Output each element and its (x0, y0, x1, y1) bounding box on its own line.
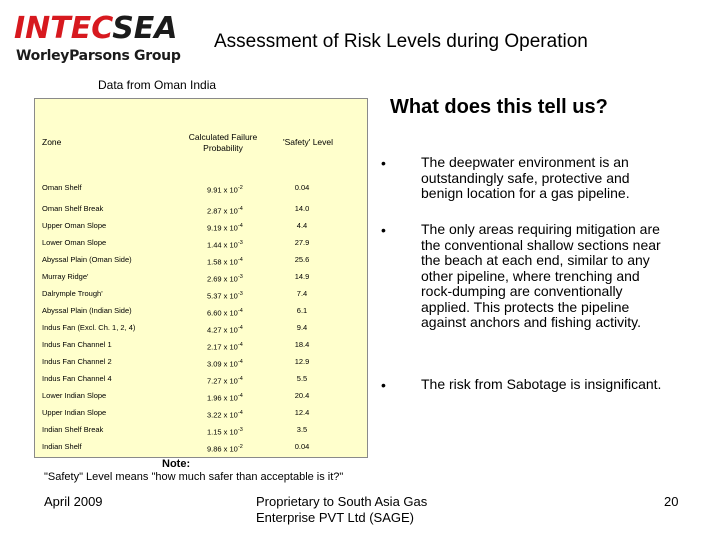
probability-exponent: -3 (237, 240, 243, 246)
zone-cell: Oman Shelf Break (42, 204, 104, 213)
logo-brand-dark: SEA (112, 11, 178, 46)
safety-cell: 27.9 (294, 238, 310, 247)
zone-cell: Indian Shelf Break (42, 425, 104, 434)
note-label: Note: (162, 458, 191, 470)
probability-cell (207, 424, 243, 439)
slide-title: Assessment of Risk Levels during Operation (214, 31, 588, 52)
probability-cell (207, 339, 243, 354)
probability-base: 1.58 x 10 (207, 257, 238, 267)
probability-cell (207, 322, 243, 337)
probability-exponent: -4 (237, 223, 243, 229)
probability-exponent: -4 (237, 206, 243, 212)
table-row (42, 305, 360, 317)
probability-base: 9.19 x 10 (207, 223, 238, 233)
probability-exponent: -4 (237, 393, 243, 399)
safety-cell: 14.0 (294, 204, 310, 213)
footer-date: April 2009 (44, 494, 103, 509)
probability-exponent: -4 (237, 308, 243, 314)
probability-exponent: -3 (237, 291, 243, 297)
probability-base: 4.27 x 10 (207, 325, 238, 335)
probability-exponent: -4 (237, 257, 243, 263)
zone-cell: Upper Oman Slope (42, 221, 107, 230)
probability-base: 1.96 x 10 (207, 393, 238, 403)
probability-cell (207, 373, 243, 388)
safety-cell: 7.4 (296, 289, 308, 298)
safety-cell: 0.04 (294, 442, 310, 451)
zone-cell: Lower Oman Slope (42, 238, 107, 247)
probability-cell (207, 203, 243, 218)
probability-exponent: -3 (237, 427, 243, 433)
probability-exponent: -4 (237, 376, 243, 382)
probability-base: 9.86 x 10 (207, 444, 238, 454)
slide-subtitle: Data from Oman India (98, 78, 217, 92)
probability-base: 2.87 x 10 (207, 206, 238, 216)
logo-wordmark (14, 11, 178, 46)
probability-base: 9.91 x 10 (207, 185, 238, 195)
probability-base: 3.09 x 10 (207, 359, 238, 369)
probability-cell (207, 182, 243, 197)
zone-cell: Murray Ridge' (42, 272, 89, 281)
probability-exponent: -4 (237, 325, 243, 331)
zone-cell: Indian Shelf (42, 442, 82, 451)
footer-proprietary: Proprietary to South Asia Gas Enterprise PVT Ltd (SAGE) (256, 494, 428, 525)
zone-cell: Dalrymple Trough' (42, 289, 103, 298)
table-row (42, 441, 360, 453)
safety-cell: 14.9 (294, 272, 310, 281)
header-safety: 'Safety' Level (282, 137, 334, 147)
table-row (42, 322, 360, 334)
safety-cell: 25.6 (294, 255, 310, 264)
logo-brand-red: INTEC (14, 11, 113, 46)
probability-cell (207, 390, 243, 405)
safety-cell: 12.4 (294, 408, 310, 417)
table-row (42, 424, 360, 436)
safety-cell: 3.5 (296, 425, 308, 434)
table-row (42, 288, 360, 300)
probability-exponent: -4 (237, 410, 243, 416)
table-row (42, 254, 360, 266)
table-row (42, 390, 360, 402)
probability-base: 2.17 x 10 (207, 342, 238, 352)
safety-cell: 6.1 (296, 306, 308, 315)
table-row (42, 182, 360, 194)
probability-cell (207, 237, 243, 252)
table-row (42, 203, 360, 215)
section-heading: What does this tell us? (390, 96, 608, 118)
header-probability: Calculated Failure Probability (188, 132, 258, 153)
table-row (42, 356, 360, 368)
safety-cell: 5.5 (296, 374, 308, 383)
zone-cell: Lower Indian Slope (42, 391, 107, 400)
safety-cell: 9.4 (296, 323, 308, 332)
probability-base: 2.69 x 10 (207, 274, 238, 284)
bullet-marker: • (381, 377, 386, 393)
zone-cell: Oman Shelf (42, 183, 82, 192)
table-row (42, 339, 360, 351)
probability-base: 3.22 x 10 (207, 410, 238, 420)
table-row (42, 271, 360, 283)
probability-base: 6.60 x 10 (207, 308, 238, 318)
probability-base: 1.44 x 10 (207, 240, 238, 250)
bullet-text: The deepwater environment is an outstandingly safe, protective and benign location for a gas pipeline. (421, 154, 630, 201)
bullet-marker: • (381, 222, 386, 238)
zone-cell: Indus Fan Channel 4 (42, 374, 112, 383)
table-row (42, 220, 360, 232)
bullet-text: The only areas requiring mitigation are the conventional shallow sections near the beach at each end, similar to any other pipeline, where trenching and rock-dumping are conventionally applied. This protects the pipeline against anchors and fishing activity. (421, 221, 661, 330)
probability-cell (207, 220, 243, 235)
probability-cell (207, 356, 243, 371)
probability-cell (207, 271, 243, 286)
safety-cell: 4.4 (296, 221, 308, 230)
zone-cell: Upper Indian Slope (42, 408, 107, 417)
probability-cell (207, 407, 243, 422)
safety-cell: 0.04 (294, 183, 310, 192)
page-number: 20 (664, 494, 679, 509)
risk-table (34, 98, 368, 458)
zone-cell: Abyssal Plain (Oman Side) (42, 255, 132, 264)
probability-cell (207, 288, 243, 303)
probability-cell (207, 441, 243, 456)
probability-base: 1.15 x 10 (207, 427, 238, 437)
bullet-text: The risk from Sabotage is insignificant. (421, 376, 662, 392)
probability-exponent: -3 (237, 274, 243, 280)
safety-cell: 20.4 (294, 391, 310, 400)
header-zone: Zone (42, 137, 62, 147)
probability-exponent: -4 (237, 359, 243, 365)
zone-cell: Indus Fan (Excl. Ch. 1, 2, 4) (42, 323, 136, 332)
probability-exponent: -4 (237, 342, 243, 348)
probability-base: 7.27 x 10 (207, 376, 238, 386)
probability-cell (207, 305, 243, 320)
note-text: "Safety" Level means "how much safer than acceptable is it?" (44, 471, 344, 483)
table-row (42, 237, 360, 249)
zone-cell: Indus Fan Channel 1 (42, 340, 112, 349)
safety-cell: 12.9 (294, 357, 310, 366)
probability-exponent: -2 (237, 185, 243, 191)
table-row (42, 407, 360, 419)
probability-exponent: -2 (237, 444, 243, 450)
probability-base: 5.37 x 10 (207, 291, 238, 301)
table-row (42, 373, 360, 385)
logo-subtitle: WorleyParsons Group (16, 48, 181, 64)
safety-cell: 18.4 (294, 340, 310, 349)
zone-cell: Indus Fan Channel 2 (42, 357, 112, 366)
bullet-marker: • (381, 155, 386, 171)
zone-cell: Abyssal Plain (Indian Side) (42, 306, 132, 315)
intecsea-logo (14, 11, 200, 64)
probability-cell (207, 254, 243, 269)
